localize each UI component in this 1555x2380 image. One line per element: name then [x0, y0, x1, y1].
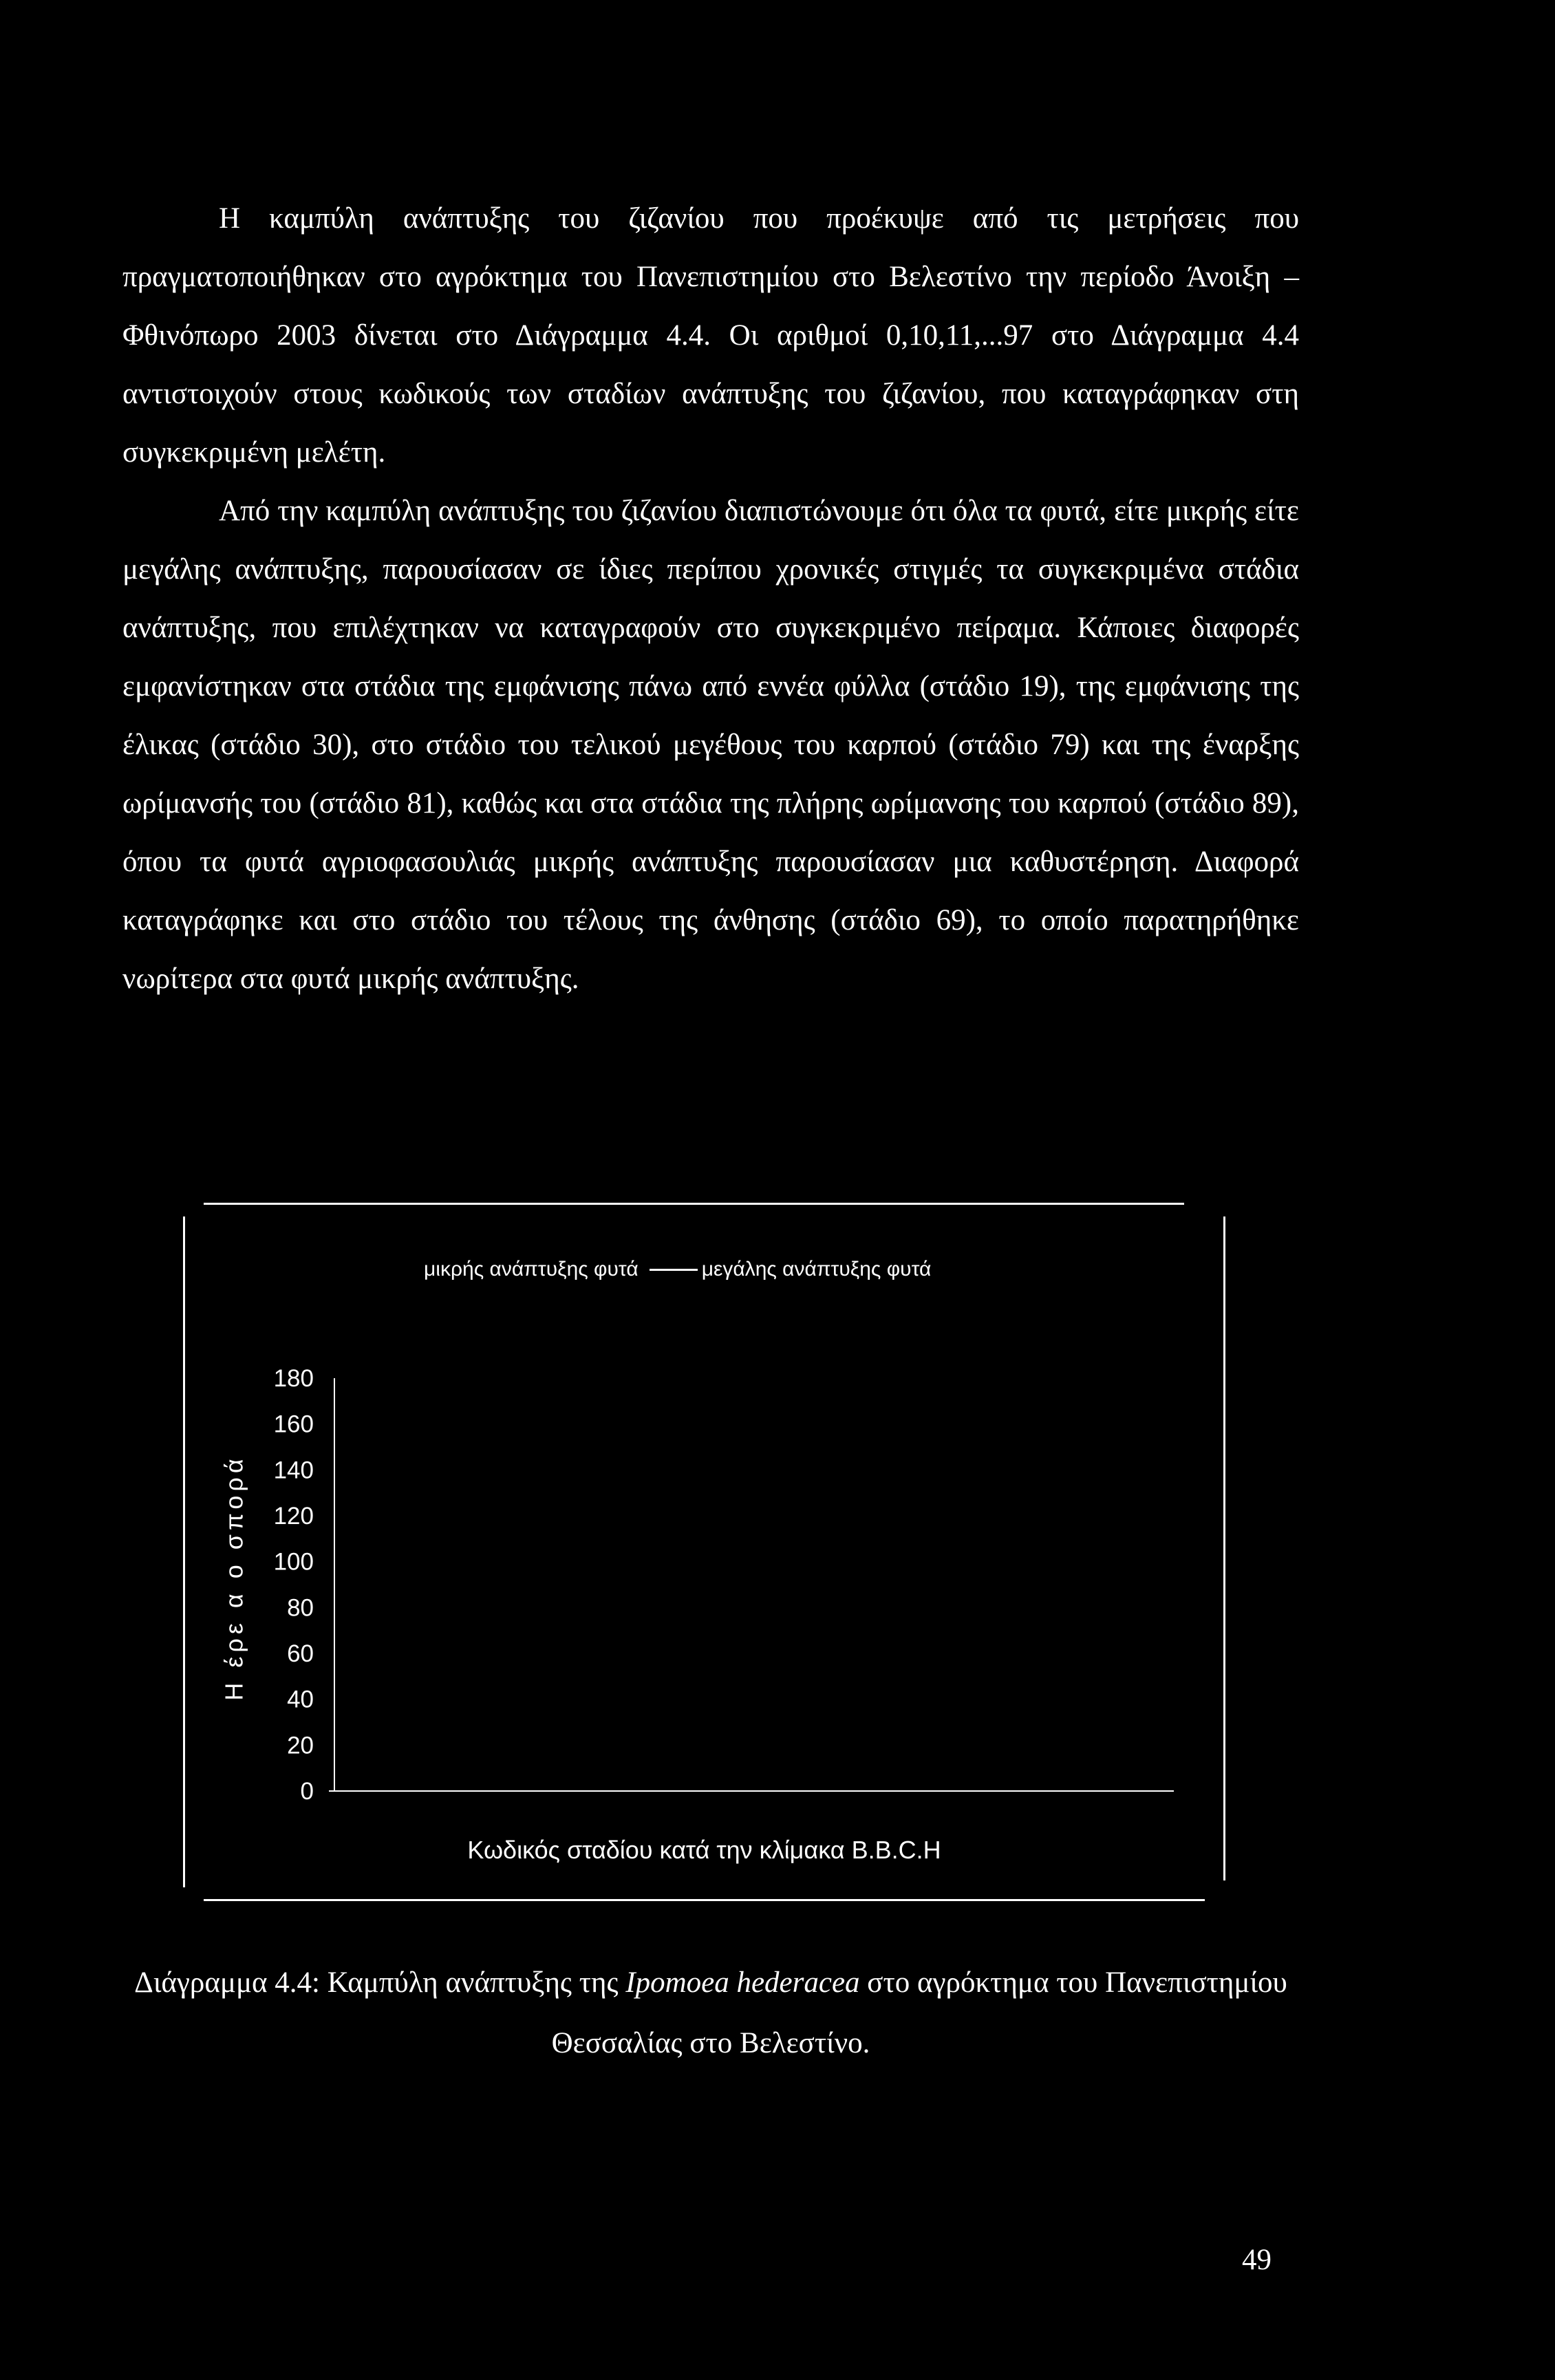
y-tick-label: 60 — [287, 1640, 314, 1667]
paragraph-1: Η καμπύλη ανάπτυξης του ζιζανίου που προέκυψε από τις μετρήσεις που πραγματοποιήθηκαν στο αγρόκτημα του Πανεπιστημίου στο Βελεστίνο την περίοδο Άνοιξη –Φθινόπωρο 2003 δίνεται στο Διάγραμμα 4.4. Οι αριθμοί 0,10,11,...97 στο Διάγραμμα 4.4 αντιστοιχούν στους κωδικούς των σταδίων ανάπτυξης του ζιζανίου, που καταγράφηκαν στη συγκεκριμένη μελέτη. — [122, 202, 1299, 469]
paragraph-2: Από την καμπύλη ανάπτυξης του ζιζανίου διαπιστώνουμε ότι όλα τα φυτά, είτε μικρής είτε μεγάλης ανάπτυξης, παρουσίασαν σε ίδιες περίπου χρονικές στιγμές τα συγκεκριμένα στάδια ανάπτυξης, που επιλέχτηκαν να καταγραφούν στο συγκεκριμένο πείραμα. Κάποιες διαφορές εμφανίστηκαν στα στάδια της εμφάνισης πάνω από εννέα φύλλα (στάδιο 19), της εμφάνισης της έλικας (στάδιο 30), στο στάδιο του τελικού μεγέθους του καρπού (στάδιο 79) και της έναρξης ωρίμανσής του (στάδιο 81), καθώς και στα στάδια της πλήρης ωρίμανσης του καρπού (στάδιο 89), όπου τα φυτά αγριοφασουλιάς μικρής ανάπτυξης παρουσίασαν μια καθυστέρηση. Διαφορά καταγράφηκε και στο στάδιο του τέλους της άνθησης (στάδιο 69), το οποίο παρατηρήθηκε νωρίτερα στα φυτά μικρής ανάπτυξης. — [122, 495, 1299, 995]
y-axis-title — [204, 1430, 266, 1726]
page-number: 49 — [1242, 2244, 1272, 2276]
legend-entry-small-plants: μικρής ανάπτυξης φυτά — [424, 1258, 639, 1280]
y-tick-label: 100 — [273, 1548, 314, 1576]
chart-plot — [266, 1365, 1215, 1808]
legend-line-marker — [650, 1269, 698, 1271]
figure-caption — [122, 1953, 1299, 2074]
chart-legend — [424, 1258, 931, 1281]
y-tick-label: 40 — [287, 1686, 314, 1713]
caption-suffix: στο αγρόκτημα του Πανεπιστημίου Θεσσαλίας στο Βελεστίνο. — [551, 1966, 1287, 2059]
y-tick-label: 0 — [300, 1778, 314, 1805]
y-tick-label: 180 — [273, 1365, 314, 1392]
y-tick-label: 20 — [287, 1732, 314, 1759]
y-tick-label: 80 — [287, 1594, 314, 1622]
figure-frame — [183, 1203, 1225, 1901]
frame-top-border — [204, 1203, 1184, 1205]
x-axis-title: Κωδικός σταδίου κατά την κλίμακα B.B.C.H — [467, 1836, 941, 1864]
y-axis-title-text: Η έρε α ο σπορά — [220, 1455, 248, 1701]
y-tick-label: 120 — [273, 1503, 314, 1530]
y-tick-label: 160 — [273, 1411, 314, 1438]
y-tick-label: 140 — [273, 1457, 314, 1484]
frame-left-border — [183, 1216, 185, 1887]
legend-entry-large-plants: μεγάλης ανάπτυξης φυτά — [701, 1258, 932, 1280]
caption-species: Ipomoea hederacea — [625, 1966, 860, 1999]
frame-bottom-border — [204, 1899, 1205, 1901]
frame-right-border — [1223, 1216, 1225, 1880]
caption-prefix: Διάγραμμα 4.4: Καμπύλη ανάπτυξης της — [134, 1966, 626, 1999]
